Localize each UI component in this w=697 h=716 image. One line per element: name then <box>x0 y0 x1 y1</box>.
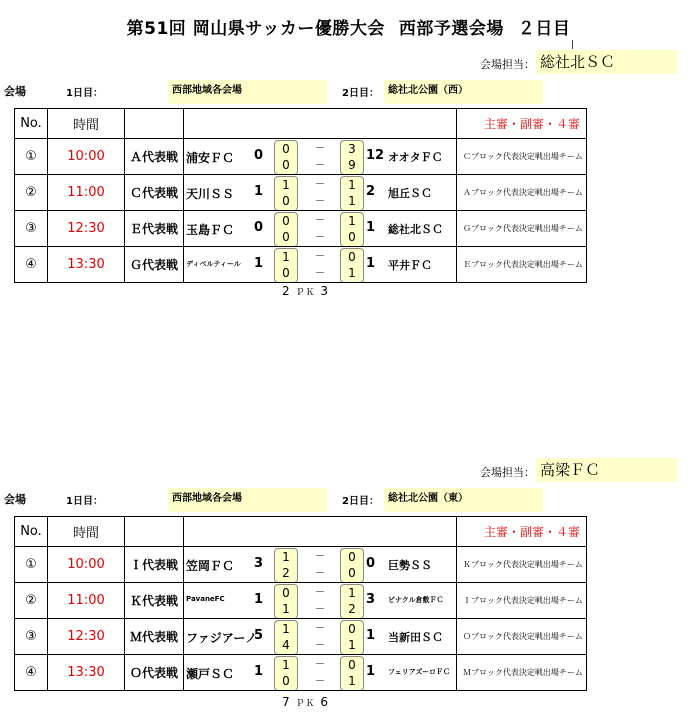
match-label: Ａ代表戦 <box>125 139 184 175</box>
home-first-half: 1 <box>282 178 290 192</box>
away-score: 1 <box>366 256 376 271</box>
away-half-scores <box>340 548 364 583</box>
match-number: ② <box>15 583 48 619</box>
home-team: 浦安ＦＣ <box>186 151 235 165</box>
away-half-scores <box>340 140 364 175</box>
pk-result <box>282 695 329 709</box>
match-label: Ｍ代表戦 <box>125 619 184 655</box>
half-separator: － － <box>314 249 326 279</box>
away-second-half: 1 <box>348 638 356 652</box>
home-half-scores <box>274 140 298 175</box>
venue-label: 会場 <box>4 85 26 98</box>
match-row <box>15 655 587 691</box>
away-first-half: 0 <box>348 550 356 564</box>
away-team: フェリアズーロＦＣ <box>388 668 451 676</box>
kickoff-time: 12:30 <box>48 211 125 247</box>
header-no: No. <box>15 109 48 139</box>
away-second-half: 1 <box>348 194 356 208</box>
home-half-scores <box>274 620 298 655</box>
half-separator: － － <box>314 657 326 687</box>
home-team: 笠岡ＦＣ <box>186 559 235 573</box>
half-separator: － － <box>314 141 326 171</box>
day2-venue: 総社北公園（東） <box>384 488 543 512</box>
home-first-half: 0 <box>282 586 290 600</box>
home-team: PavaneFC <box>186 595 225 603</box>
match-row <box>15 547 587 583</box>
home-half-scores <box>274 656 298 691</box>
day1-venue: 西部地域各会場 <box>168 80 327 104</box>
home-first-half: 1 <box>282 250 290 264</box>
match-row <box>15 211 587 247</box>
half-separator: － － <box>314 585 326 615</box>
home-second-half: 0 <box>282 158 290 172</box>
away-first-half: 1 <box>348 178 356 192</box>
away-second-half: 0 <box>348 230 356 244</box>
venue-info <box>0 488 697 508</box>
kickoff-time: 11:00 <box>48 175 125 211</box>
kickoff-time: 13:30 <box>48 247 125 283</box>
home-score: 0 <box>254 220 264 235</box>
header-referee: 主審・副審・４審 <box>457 517 587 547</box>
home-half-scores <box>274 212 298 247</box>
away-second-half: 1 <box>348 266 356 280</box>
away-first-half: 0 <box>348 658 356 672</box>
home-team: 天川ＳＳ <box>186 187 235 201</box>
away-score: 2 <box>366 184 376 199</box>
away-team: ビナクル倉敷ＦＣ <box>388 596 444 604</box>
away-team: オオタＦＣ <box>388 151 443 164</box>
kickoff-time: 10:00 <box>48 547 125 583</box>
home-half-scores <box>274 248 298 283</box>
home-second-half: 2 <box>282 566 290 580</box>
away-score: 12 <box>366 148 385 163</box>
match-result <box>184 139 457 175</box>
home-first-half: 1 <box>282 622 290 636</box>
away-team: 平井ＦＣ <box>388 259 432 272</box>
day2-label: 2日目： <box>342 496 379 507</box>
away-team: 巨勢ＳＳ <box>388 559 432 572</box>
day1-label: 1日目： <box>66 88 103 99</box>
day1-venue: 西部地域各会場 <box>168 488 327 512</box>
venue-label: 会場 <box>4 493 26 506</box>
away-team: 総社北ＳＣ <box>388 223 443 236</box>
table-header <box>15 109 587 139</box>
home-first-half: 0 <box>282 214 290 228</box>
match-row <box>15 175 587 211</box>
home-second-half: 1 <box>282 602 290 616</box>
pk-label: ＰＫ <box>295 288 316 298</box>
away-team: 旭丘ＳＣ <box>388 187 432 200</box>
match-label: Ｉ代表戦 <box>125 547 184 583</box>
manager-value: 高梁ＦＣ <box>536 458 677 482</box>
pk-away: 3 <box>320 284 329 298</box>
referee-team: Ｍブロック代表決定戦出場チーム <box>457 655 587 691</box>
home-score: 1 <box>254 184 264 199</box>
match-number: ③ <box>15 211 48 247</box>
away-first-half: 3 <box>348 142 356 156</box>
header-time: 時間 <box>48 517 125 547</box>
match-row <box>15 583 587 619</box>
home-half-scores <box>274 176 298 211</box>
title-venue: 西部予選会場 <box>398 19 504 39</box>
page-title <box>0 14 697 39</box>
manager-label: 会場担当： <box>480 58 535 71</box>
away-second-half: 1 <box>348 674 356 688</box>
header-no: No. <box>15 517 48 547</box>
home-score: 1 <box>254 592 264 607</box>
match-label: Ｏ代表戦 <box>125 655 184 691</box>
away-second-half: 0 <box>348 566 356 580</box>
schedule-table <box>14 108 587 283</box>
away-team: 当新田ＳＣ <box>388 631 443 644</box>
home-second-half: 0 <box>282 230 290 244</box>
kickoff-time: 10:00 <box>48 139 125 175</box>
match-label: Ｇ代表戦 <box>125 247 184 283</box>
pk-home: 7 <box>282 695 291 709</box>
referee-team: Ｋブロック代表決定戦出場チーム <box>457 547 587 583</box>
match-label: Ｃ代表戦 <box>125 175 184 211</box>
day1-label: 1日目： <box>66 496 103 507</box>
home-team: 瀬戸ＳＣ <box>186 667 235 681</box>
away-score: 3 <box>366 592 376 607</box>
away-second-half: 2 <box>348 602 356 616</box>
half-separator: － － <box>314 213 326 243</box>
home-score: 5 <box>254 628 264 643</box>
kickoff-time: 12:30 <box>48 619 125 655</box>
home-score: 0 <box>254 148 264 163</box>
pk-home: 2 <box>282 284 291 298</box>
title-mark: | <box>571 40 575 50</box>
venue-info <box>0 80 697 100</box>
match-row <box>15 619 587 655</box>
match-result <box>184 583 457 619</box>
away-first-half: 0 <box>348 622 356 636</box>
home-score: 1 <box>254 664 264 679</box>
header-time: 時間 <box>48 109 125 139</box>
match-result <box>184 211 457 247</box>
referee-team: Ａブロック代表決定戦出場チーム <box>457 175 587 211</box>
home-first-half: 1 <box>282 658 290 672</box>
match-result <box>184 547 457 583</box>
day2-label: 2日目： <box>342 88 379 99</box>
home-second-half: 0 <box>282 194 290 208</box>
match-number: ② <box>15 175 48 211</box>
home-half-scores <box>274 584 298 619</box>
match-row <box>15 139 587 175</box>
away-first-half: 0 <box>348 250 356 264</box>
home-team: ディベルティール <box>186 260 241 268</box>
home-first-half: 0 <box>282 142 290 156</box>
away-half-scores <box>340 212 364 247</box>
home-second-half: 4 <box>282 638 290 652</box>
pk-away: 6 <box>320 695 329 709</box>
away-half-scores <box>340 620 364 655</box>
home-team: ファジアーノ <box>186 631 258 645</box>
home-second-half: 0 <box>282 266 290 280</box>
away-second-half: 9 <box>348 158 356 172</box>
half-separator: － － <box>314 621 326 651</box>
away-first-half: 1 <box>348 214 356 228</box>
home-score: 3 <box>254 556 264 571</box>
manager-value: 総社北ＳＣ <box>536 50 677 74</box>
half-separator: － － <box>314 177 326 207</box>
match-result <box>184 175 457 211</box>
away-score: 0 <box>366 556 376 571</box>
away-score: 1 <box>366 628 376 643</box>
away-half-scores <box>340 176 364 211</box>
referee-team: Ｇブロック代表決定戦出場チーム <box>457 211 587 247</box>
referee-team: Ｅブロック代表決定戦出場チーム <box>457 247 587 283</box>
schedule-table <box>14 516 587 691</box>
home-team: 玉島ＦＣ <box>186 223 235 237</box>
away-half-scores <box>340 656 364 691</box>
match-label: Ｅ代表戦 <box>125 211 184 247</box>
match-result <box>184 619 457 655</box>
header-referee: 主審・副審・４審 <box>457 109 587 139</box>
pk-label: ＰＫ <box>295 699 316 709</box>
home-first-half: 1 <box>282 550 290 564</box>
table-header <box>15 517 587 547</box>
referee-team: Ｃブロック代表決定戦出場チーム <box>457 139 587 175</box>
match-result <box>184 655 457 691</box>
title-tournament: 第51回 岡山県サッカー優勝大会 <box>126 19 385 39</box>
match-row <box>15 247 587 283</box>
match-number: ① <box>15 547 48 583</box>
home-half-scores <box>274 548 298 583</box>
title-day: ２日目 <box>517 19 571 39</box>
referee-team: Ｉブロック代表決定戦出場チーム <box>457 583 587 619</box>
kickoff-time: 13:30 <box>48 655 125 691</box>
pk-result <box>282 284 329 298</box>
match-number: ① <box>15 139 48 175</box>
match-result <box>184 247 457 283</box>
match-number: ③ <box>15 619 48 655</box>
away-half-scores <box>340 584 364 619</box>
away-first-half: 1 <box>348 586 356 600</box>
away-half-scores <box>340 248 364 283</box>
home-second-half: 0 <box>282 674 290 688</box>
away-score: 1 <box>366 664 376 679</box>
kickoff-time: 11:00 <box>48 583 125 619</box>
manager-label: 会場担当： <box>480 466 535 479</box>
referee-team: Ｏブロック代表決定戦出場チーム <box>457 619 587 655</box>
day2-venue: 総社北公園（西） <box>384 80 543 104</box>
half-separator: － － <box>314 549 326 579</box>
match-number: ④ <box>15 247 48 283</box>
match-label: Ｋ代表戦 <box>125 583 184 619</box>
home-score: 1 <box>254 256 264 271</box>
away-score: 1 <box>366 220 376 235</box>
match-number: ④ <box>15 655 48 691</box>
